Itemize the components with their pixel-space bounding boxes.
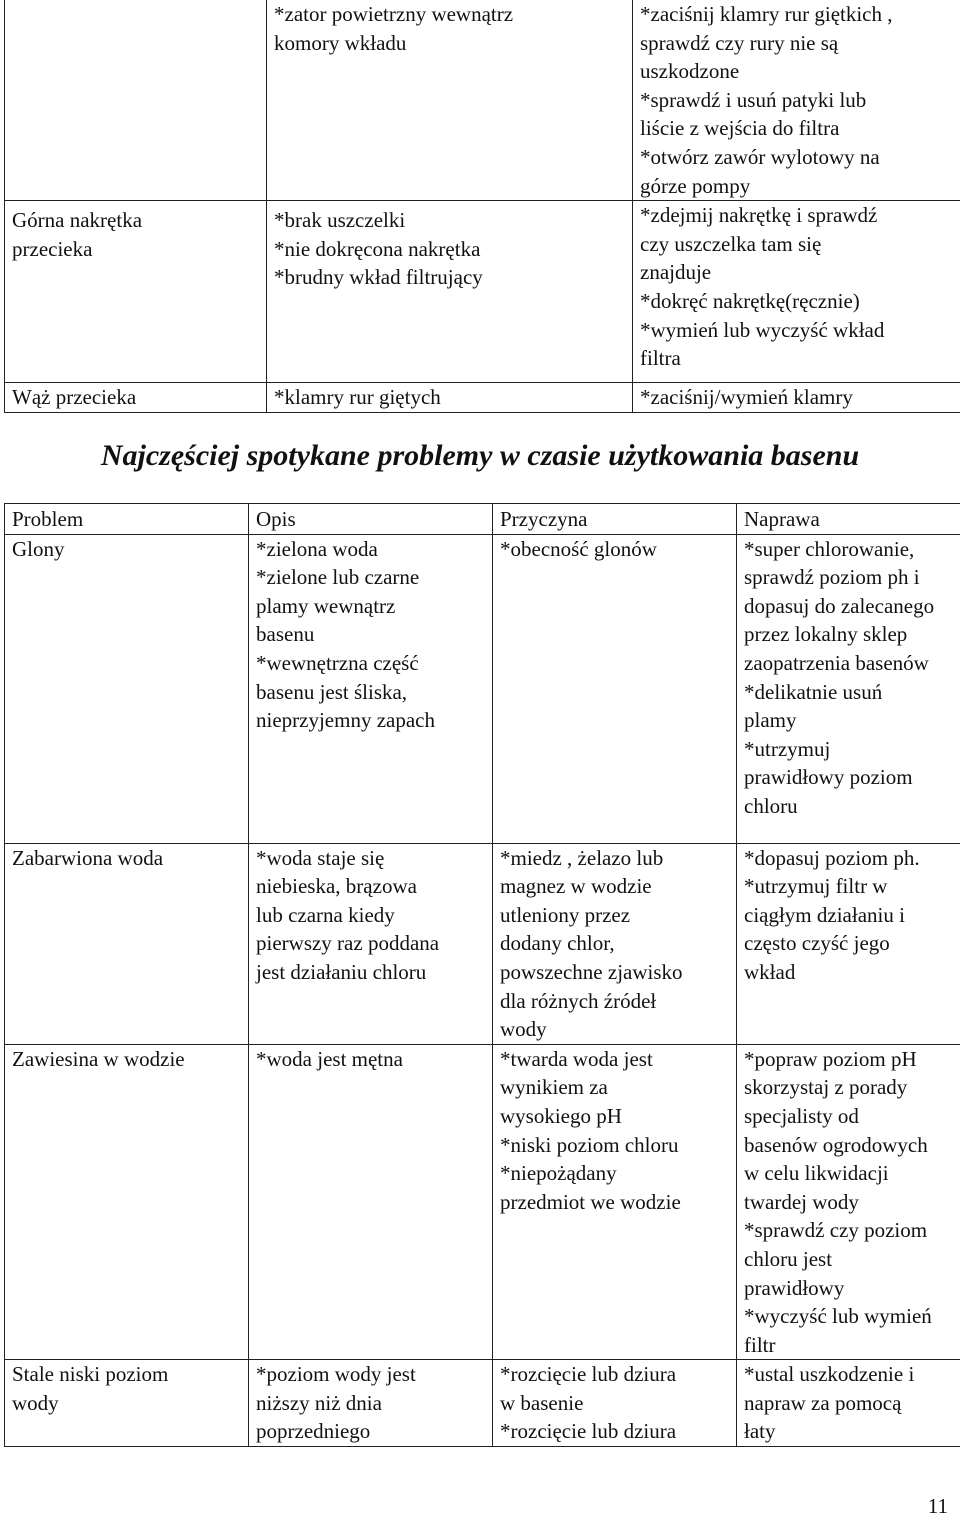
problem-cell: Wąż przecieka bbox=[5, 383, 267, 413]
opis-cell: *poziom wody jest niższy niż dnia poprzedniego bbox=[249, 1360, 493, 1447]
naprawa-cell: *ustal uszkodzenie i napraw za pomocą łaty bbox=[737, 1360, 960, 1447]
przyczyna-cell: *miedz , żelazo lub magnez w wodzie utleniony przez dodany chlor, powszechne zjawisko dla różnych źródeł wody bbox=[493, 843, 737, 1044]
przyczyna-cell: *twarda woda jest wynikiem za wysokiego pH *niski poziom chloru *niepożądany przedmiot we wodzie bbox=[493, 1044, 737, 1360]
header-przyczyna: Przyczyna bbox=[493, 504, 737, 535]
table-row bbox=[5, 383, 960, 413]
table-row bbox=[5, 1360, 960, 1447]
page-number: 11 bbox=[927, 1494, 948, 1518]
pool-problems-table bbox=[4, 503, 960, 1447]
table-row bbox=[5, 201, 960, 383]
opis-cell: *zielona woda *zielone lub czarne plamy wewnątrz basenu *wewnętrzna część basenu jest śliska, nieprzyjemny zapach bbox=[249, 534, 493, 843]
section-heading: Najczęściej spotykane problemy w czasie użytkowania basenu bbox=[100, 439, 860, 472]
problem-cell: Górna nakrętka przecieka bbox=[5, 201, 267, 383]
cause-cell: *brak uszczelki *nie dokręcona nakrętka *brudny wkład filtrujący bbox=[267, 201, 633, 383]
problem-cell: Stale niski poziom wody bbox=[5, 1360, 249, 1447]
fix-cell: *zdejmij nakrętkę i sprawdź czy uszczelka tam się znajduje *dokręć nakrętkę(ręcznie) *wymień lub wyczyść wkład filtra bbox=[633, 201, 960, 383]
header-opis: Opis bbox=[249, 504, 493, 535]
header-naprawa: Naprawa bbox=[737, 504, 960, 535]
cause-cell: *klamry rur giętych bbox=[267, 383, 633, 413]
naprawa-cell: *popraw poziom pH skorzystaj z porady specjalisty od basenów ogrodowych w celu likwidacji twardej wody *sprawdź czy poziom chloru jest prawidłowy *wyczyść lub wymień filtr bbox=[737, 1044, 960, 1360]
table-header-row bbox=[5, 504, 960, 535]
problem-cell: Glony bbox=[5, 534, 249, 843]
fix-cell: *zaciśnij klamry rur giętkich , sprawdź czy rury nie są uszkodzone *sprawdź i usuń patyki lub liście z wejścia do filtra *otwórz zawór wylotowy na górze pompy bbox=[633, 0, 960, 201]
naprawa-cell: *dopasuj poziom ph. *utrzymuj filtr w ciągłym działaniu i często czyść jego wkład bbox=[737, 843, 960, 1044]
przyczyna-cell: *rozcięcie lub dziura w basenie *rozcięcie lub dziura bbox=[493, 1360, 737, 1447]
przyczyna-cell: *obecność glonów bbox=[493, 534, 737, 843]
header-problem: Problem bbox=[5, 504, 249, 535]
problem-cell: Zabarwiona woda bbox=[5, 843, 249, 1044]
troubleshooting-table-continued bbox=[4, 0, 960, 413]
table-row bbox=[5, 534, 960, 843]
naprawa-cell: *super chlorowanie, sprawdź poziom ph i dopasuj do zalecanego przez lokalny sklep zaopatrzenia basenów *delikatnie usuń plamy *utrzymuj prawidłowy poziom chloru bbox=[737, 534, 960, 843]
problem-cell: Zawiesina w wodzie bbox=[5, 1044, 249, 1360]
cause-cell: *zator powietrzny wewnątrz komory wkładu bbox=[267, 0, 633, 201]
fix-cell: *zaciśnij/wymień klamry bbox=[633, 383, 960, 413]
opis-cell: *woda staje się niebieska, brązowa lub czarna kiedy pierwszy raz poddana jest działaniu chloru bbox=[249, 843, 493, 1044]
problem-cell bbox=[5, 0, 267, 201]
table-row bbox=[5, 1044, 960, 1360]
table-row bbox=[5, 0, 960, 201]
opis-cell: *woda jest mętna bbox=[249, 1044, 493, 1360]
table-row bbox=[5, 843, 960, 1044]
